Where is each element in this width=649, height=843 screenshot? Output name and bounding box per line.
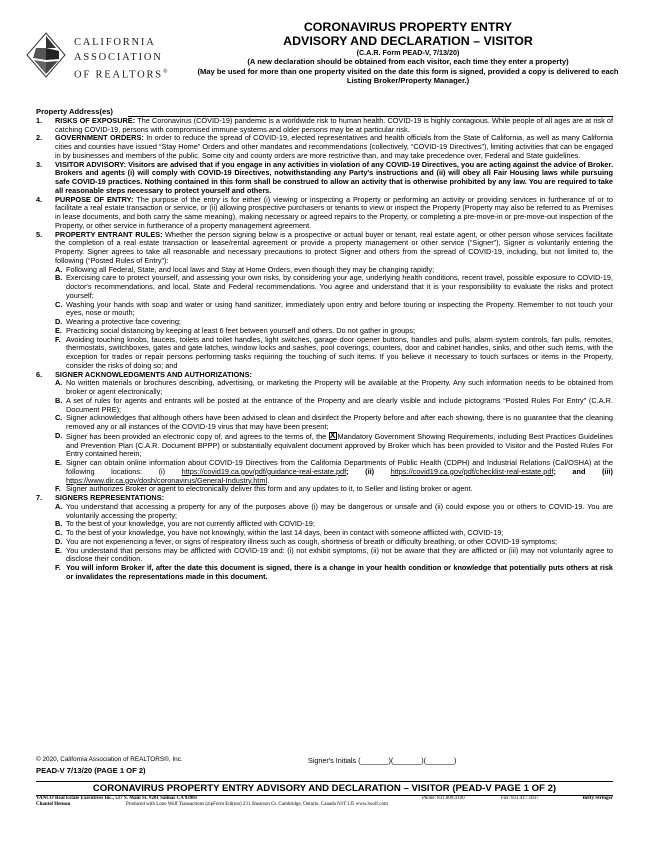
calosha-link[interactable]: https://www.dir.ca.gov/dosh/coronavirus/General-Industry.html — [66, 475, 268, 485]
copyright: © 2020, California Association of REALTORS®, Inc. — [36, 756, 183, 763]
list-item: B. Exercising care to protect yourself, and assessing your own risks, by considering your age, underlying health conditions, recent travel, possible exposure to COVID-19, doctor's recommendations, and local, State and Federal recommendations. You agree and understand that it is your responsibility to evaluate the risks and protect yourself; — [55, 273, 613, 300]
form-id: (C.A.R. Form PEAD-V, 7/13/20) — [356, 48, 460, 57]
cdph-guidance-link[interactable]: https://covid19.ca.gov/pdf/guidance-real-estate.pdf — [181, 466, 347, 476]
list-item: C. Washing your hands with soap and water or using hand sanitizer, immediately upon entry and before touring or inspecting the Property. Remember to not touch your eyes, nose or mouth; — [55, 299, 613, 318]
section-4: 4. PURPOSE OF ENTRY: The purpose of the entry is for either (i) viewing or inspecting a Property or performing an activity or providing services in furtherance of or to facilitate a real estate transaction or service, or (ii) allowing prospective purchasers or tenants to view or inspect the Property (Property may also be referred to as Premises in lease documents, and both carry the same meaning), making necessary or agreed repairs to the Property, or completing a pre-move-in or pre-move-out inspection of the Property, or other service in furtherance of a property management agreement. — [36, 194, 613, 230]
section-3: 3. VISITOR ADVISORY: Visitors are advised that if you engage in any activities in violation of any COVID-19 Directives, you are acting against the advice of Broker. Brokers and agents (i) will comply with COVID-19 Directives, notwithstanding any Party's instructions and (ii) will obey all Fair Housing laws while pursuing safe COVID-19 practices. Nothing contained in this form shall be construed to allow an activity that is otherwise prohibited by any law. You are required to take all reasonable steps necessary to protect yourself and others. — [36, 159, 614, 195]
logo-line3: OF REALTORS® — [74, 69, 168, 81]
list-item: E. Practicing social distancing by keeping at least 6 feet between yourself and others. Do not gather in groups; — [55, 325, 416, 335]
section-4-heading: PURPOSE OF ENTRY: — [55, 194, 134, 204]
list-item: B. To the best of your knowledge, you are not currently afflicted with COVID-19; — [55, 519, 315, 529]
section-1-text: The Coronavirus (COVID-19) pandemic is a worldwide risk to human health. COVID-19 is highly contagious. While people of all ages are at risk of catching COVID-19, persons with compromised immune systems and older persons may be at particular risk. — [55, 115, 613, 134]
form-title-block — [188, 20, 628, 86]
list-item: F. You will inform Broker if, after the date this document is signed, there is a change in your health condition or knowledge that potentially puts others at risk or invalidates the representations made in this document. — [55, 563, 613, 581]
section-2-text: In order to reduce the spread of COVID-19, elected representatives and health officials from the State of California, as well as many California cities and counties have issued “Stay Home” Orders and other mandates and recommendations (collectively, “COVID-19 Directives”), limiting activities that can be engaged in by businesses and members of the public. Some city and county orders are more restrictive than, and may take precedence over, Federal and State guidelines. — [55, 133, 614, 160]
list-item: D. Signer has been provided an electronic copy of, and agrees to the terms of, the X Mandatory Government Showing Requirements, including Best Practices Guidelines and Prevention Plan (C.A.R. Document BPPP) or substantially equivalent document approved by Broker which has been provided to Visitor and the Posted Rules For Entry contained herein; — [55, 432, 613, 459]
office-address: VANCO Real Estate Executives Inc., 517 S. Main St. #201 Salinas CA 93901 — [36, 796, 198, 801]
section-1-heading: RISKS OF EXPOSURE: — [55, 115, 136, 125]
list-item: A. No written materials or brochures describing, advertising, or marketing the Property will be available at the Property. Any such information needs to be obtained from broker or agent electronically; — [55, 378, 613, 396]
agent-name: Betty Stringer — [582, 796, 613, 801]
list-item: F. Signer authorizes Broker or agent to electronically deliver this form and any updates to it, to Seller and listing broker or agent. — [55, 484, 473, 494]
form-title-line2: ADVISORY AND DECLARATION – VISITOR — [283, 34, 533, 48]
logo-line2: ASSOCIATION — [74, 52, 163, 63]
section-6-heading: SIGNER ACKNOWLEDGMENTS AND AUTHORIZATIONS: — [55, 369, 252, 379]
office-fax: Fax: 831.417.1837 — [501, 796, 539, 801]
cdph-checklist-link[interactable]: https://covid19.ca.gov/pdf/checklist-real-estate.pdf — [390, 466, 554, 476]
list-item: C. To the best of your knowledge, you have not knowingly, within the last 14 days, been in contact with someone afflicted with, COVID-19; — [55, 528, 504, 537]
logo-text — [74, 35, 168, 83]
section-7: 7. SIGNERS REPRESENTATIONS: A. You understand that accessing a property for any of the purposes above (i) may be dangerous or unsafe and (ii) could expose you or others to COVID-19. You are voluntarily accessing the property; B. To the best of your knowledge, you are not currently afflicted with COVID-19; C. To the best of your knowledge, you have not knowingly, within the last 14 days, been in contact with someone afflicted with, COVID-19; D. You are not experiencing a fever, or signs of respiratory illness such as cough, shortness of breath or difficulty breathing, or other COVID-19 symptoms; E. You understand that persons may be afflicted with COVID-19 and: (i) not exhibit symptoms, (ii) not be aware that they are afflicted or (iii) may not voluntarily agree to disclose their condition. F. You will inform Broker if, after the date this document is signed, there is a change in your health condition or knowledge that potentially puts others at risk or invalidates the representations made in this document. — [36, 493, 613, 581]
footer-title: CORONAVIRUS PROPERTY ENTRY ADVISORY AND DECLARATION – VISITOR (PEAD-V PAGE 1 OF 2) — [36, 781, 613, 796]
property-address-label: Property Address(es) — [36, 107, 113, 116]
section-5-heading: PROPERTY ENTRANT RULES: — [55, 229, 163, 239]
form-title-line1: CORONAVIRUS PROPERTY ENTRY — [303, 20, 513, 34]
car-logo — [26, 30, 191, 82]
list-item: C. Signer acknowledges that although others have been advised to clean and disinfect the Property before and after each showing, there is no guarantee that the cleaning removed any or all instances of the COVID-19 virus that may have been present; — [55, 413, 613, 431]
list-item: B. A set of rules for agents and entrants will be posted at the entrance of the Property and are clearly visible and include pictograms “Posted Rules For Entry” (C.A.R. Document PRE); — [55, 395, 613, 414]
section-2: 2. GOVERNMENT ORDERS: In order to reduce the spread of COVID-19, elected representatives and health officials from the State of California, as well as many California cities and counties have issued “Stay Home” Orders and other mandates and recommendations (collectively, “COVID-19 Directives”), limiting activities that can be engaged in by businesses and members of the public. Some city and county orders are more restrictive than, and may take precedence over, Federal and State guidelines. — [36, 133, 614, 160]
agent2-name: Chantel Henson — [36, 802, 71, 807]
producer-info — [36, 795, 613, 815]
bppp-checkbox[interactable] — [329, 432, 337, 440]
section-1: 1. RISKS OF EXPOSURE: The Coronavirus (COVID-19) pandemic is a worldwide risk to human health. COVID-19 is highly contagious. While people of all ages are at risk of catching COVID-19, persons with compromised immune systems and older persons may be at particular risk. — [36, 115, 613, 134]
logo-line1: CALIFORNIA — [74, 37, 156, 48]
list-item: E. Signer can obtain online information about COVID-19 Directives from the California Departments of Public Health (CDPH) and Industrial Relations (Cal/OSHA) at the following locations: (i) https://covid19.ca.gov/pdf/guidance-real-estate.pdf; (ii) https://covid19.ca.gov/pdf/checklist-real-estate.pdf; and (iii) https://www.dir.ca.gov/dosh/coronavirus/General-Industry.html. — [55, 458, 613, 485]
section-4-text: The purpose of the entry is for either (i) viewing or inspecting a Property or performing an activity or providing services in furtherance of or to facilitate a real estate transaction or service, or (ii) allowing prospective purchasers or tenants to view or inspect the Property (Property may also be referred to as Premises in lease documents, and both carry the same meaning), making necessary or agreed repairs to the Property, or completing a pre-move-in or pre-move-out inspection of the Property, or other service in furtherance of a property management agreement. — [55, 194, 613, 230]
section-7-heading: SIGNERS REPRESENTATIONS: — [55, 493, 165, 502]
office-phone: Phone: 831.809.4100 — [422, 796, 465, 801]
section-5-text: Whether the person signing below is a prospective or actual buyer or tenant, real estate agent, or other person whose services facilitate the completion of a real estate transaction or lease/rental agreement or provide a property management or other service (“Signer”), Signer is voluntarily entering the Property. Signer agrees to take all reasonable and necessary precautions to protect Signer and others from the spread of COVID-19, including, but not limited to, the following (“Posted Rules of Entry”): — [55, 229, 613, 265]
section-2-heading: GOVERNMENT ORDERS: — [55, 133, 144, 143]
form-note-2: (May be used for more than one property visited on the date this form is signed, provided a copy is delivered to each Listing Broker/Property Manager.) — [197, 66, 619, 85]
produced-with: Produced with Lone Wolf Transactions (zipForm Edition) 231 Shearson Cr. Cambridge, Ontario, Canada N1T 1J5 www.lwolf.com — [126, 802, 388, 807]
form-body — [36, 108, 613, 582]
section-3-text: Visitors are advised that if you engage in any activities in violation of any COVID-19 Directives, you are acting against the advice of Broker. Brokers and agents (i) will comply with COVID-19 Directives, notwithstanding any Party's instructions and (ii) will obey all Fair Housing laws while pursuing safe COVID-19 practices. Nothing contained in this form shall be construed to allow an activity that is otherwise prohibited by any law. You are required to take all reasonable steps necessary to protect yourself and others. — [55, 159, 614, 195]
form-note-1: (A new declaration should be obtained from each visitor, each time they enter a property) — [247, 57, 569, 66]
list-item: D. Wearing a protective face covering; — [55, 317, 181, 326]
list-item: F. Avoiding touching knobs, faucets, toilets and toilet handles, light switches, garage door opener buttons, handles and pulls, alarm system controls, fan pulls, remotes, thermostats, switchboxes, gates and gate latches, window locks and sashes, pool coverings, counters, door and cabinet handles, sinks, and other such items, with the exception for trades or repair persons performing tasks requiring the touching of such items. If you believe it necessary to touch surfaces or items in the Property, consider the risks of doing so; and — [55, 334, 613, 370]
signer-initials-field[interactable]: Signer's Initials (_______)(_______)(_______) — [308, 756, 457, 765]
section-5: 5. PROPERTY ENTRANT RULES: Whether the person signing below is a prospective or actual buyer or tenant, real estate agent, or other person whose services facilitate the completion of a real estate transaction or lease/rental agreement or provide a property management or other service (“Signer”), Signer is voluntarily entering the Property. Signer agrees to take all reasonable and necessary precautions to protect Signer and others from the spread of COVID-19, including, but not limited to, the following (“Posted Rules of Entry”): A. Following all Federal, State, and local laws and Stay at Home Orders, even though they may be changing rapidly; B. Exercising care to protect yourself, and assessing your own risks, by considering your age, underlying health conditions, recent travel, possible exposure to COVID-19, doctor's recommendations, and local, State and Federal recommendations. You agree and understand that it is your responsibility to evaluate the risks and protect yourself; C. Washing your hands with soap and water or using hand sanitizer, immediately upon entry and before touring or inspecting the Property. Remember to not touch your eyes, nose or mouth; D. Wearing a protective face covering; E. Practicing social distancing by keeping at least 6 feet between yourself and others. Do not gather in groups; F. Avoiding touching knobs, faucets, toilets and toilet handles, light switches, garage door opener buttons, handles and pulls, alarm system controls, fan pulls, remotes, thermostats, switchboxes, gates and gate latches, window locks and sashes, pool coverings, counters, door and cabinet handles, sinks, and other such items, with the exception for trades or repair persons performing tasks requiring the touching of such items. If you believe it necessary to touch surfaces or items in the Property, consider the risks of doing so; and — [36, 229, 613, 370]
list-item: E. You understand that persons may be afflicted with COVID-19 and: (i) not exhibit symptoms, (ii) not be aware that they are afflicted or (iii) may not voluntarily agree to disclose their condition. — [55, 545, 613, 564]
form-page-number: PEAD-V 7/13/20 (PAGE 1 OF 2) — [36, 766, 146, 775]
car-diamond-icon — [26, 32, 66, 78]
list-item: A. Following all Federal, State, and local laws and Stay at Home Orders, even though they may be changing rapidly; — [55, 264, 435, 274]
section-6: 6. SIGNER ACKNOWLEDGMENTS AND AUTHORIZATIONS: A. No written materials or brochures describing, advertising, or marketing the Property will be available at the Property. Any such information needs to be obtained from broker or agent electronically; B. A set of rules for agents and entrants will be posted at the entrance of the Property and are clearly visible and include pictograms “Posted Rules For Entry” (C.A.R. Document PRE); C. Signer acknowledges that although others have been advised to clean and disinfect the Property before and after each showing, there is no guarantee that the cleaning removed any or all instances of the COVID-19 virus that may have been present; D. Signer has been provided an electronic copy of, and agrees to the terms of, the X Mandatory Government Showing Requirements, including Best Practices Guidelines and Prevention Plan (C.A.R. Document BPPP) or substantially equivalent document approved by Broker which has been provided to Visitor and the Posted Rules For Entry contained herein; E. Signer can obtain online information about COVID-19 Directives from the California Departments of Public Health (CDPH) and Industrial Relations (Cal/OSHA) at the following locations: (i) https://covid19.ca.gov/pdf/guidance-real-estate.pdf; (ii) https://covid19.ca.gov/pdf/checklist-real-estate.pdf; and (iii) https://www.dir.ca.gov/dosh/coronavirus/General-Industry.html. F. Signer authorizes Broker or agent to electronically deliver this form and any updates to it, to Seller and listing broker or agent. — [36, 371, 613, 495]
list-item: A. You understand that accessing a property for any of the purposes above (i) may be dangerous or unsafe and (ii) could expose you or others to COVID-19. You are voluntarily accessing the property; — [55, 501, 613, 520]
section-3-heading: VISITOR ADVISORY: — [55, 159, 127, 169]
list-item: D. You are not experiencing a fever, or signs of respiratory illness such as cough, shortness of breath or difficulty breathing, or other COVID-19 symptoms; — [55, 536, 558, 546]
